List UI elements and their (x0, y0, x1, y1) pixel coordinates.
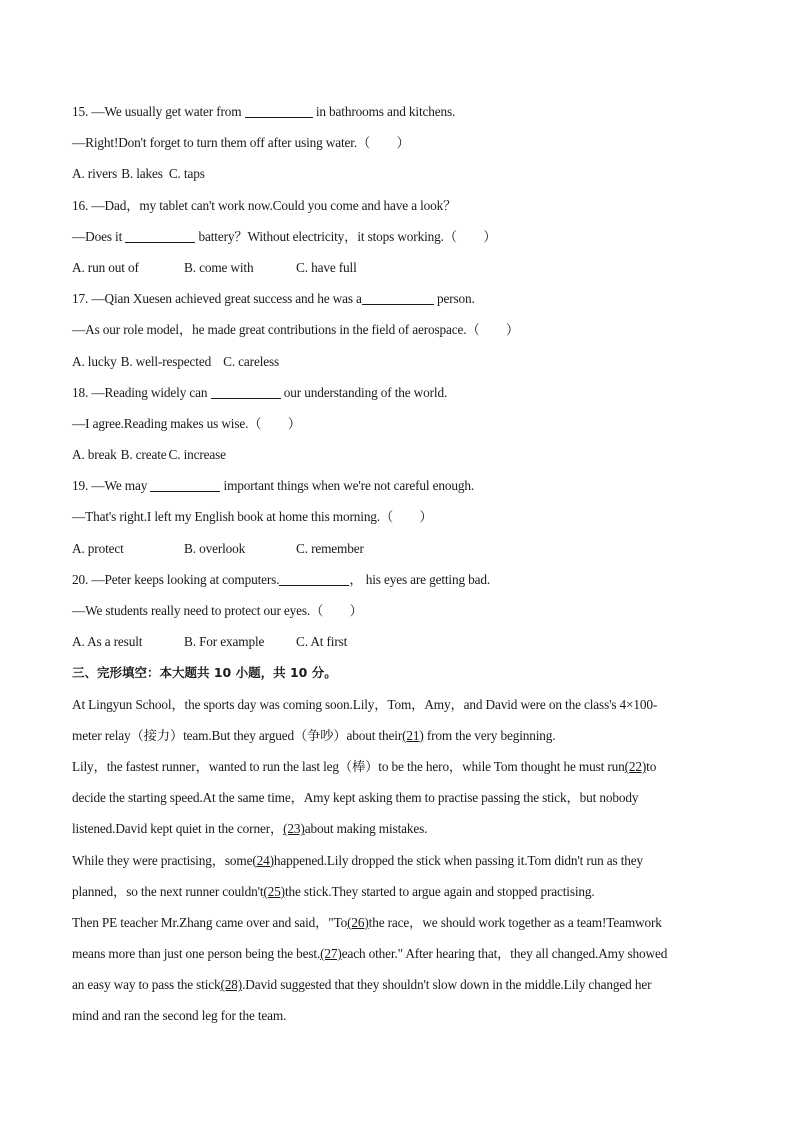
blank-number-23[interactable]: (23) (283, 821, 305, 837)
passage-line (72, 938, 732, 969)
passage-text: happened.Lily dropped the stick when passing it.Tom didn't run as they (273, 852, 644, 868)
response-text: —I agree.Reading makes us wise.（ ） (72, 415, 301, 431)
question-19-response (72, 501, 732, 532)
option-b[interactable]: B. create (120, 447, 167, 463)
question-15-line (72, 96, 732, 127)
passage-text: Lily，the fastest runner，wanted to run the last leg（棒）to be the hero，while Tom thought he must run (72, 758, 625, 774)
question-17-options (72, 346, 732, 377)
question-18-response (72, 408, 732, 439)
passage-text: planned，so the next runner couldn't (72, 883, 264, 899)
question-text: person. (433, 291, 475, 307)
response-text: —Right!Don't forget to turn them off after using water.（ ） (72, 135, 410, 151)
option-b[interactable]: B. overlook (184, 540, 246, 556)
passage-text: Then PE teacher Mr.Zhang came over and said，"To (72, 914, 348, 930)
passage-text: each other." After hearing that，they all changed.Amy showed (341, 946, 668, 962)
blank-number-25[interactable]: (25) (263, 883, 285, 899)
question-text: important things when we're not careful enough. (220, 478, 475, 494)
blank-number-24[interactable]: (24) (252, 852, 274, 868)
passage-line (72, 969, 732, 1000)
passage-text: While they were practising，some (72, 852, 253, 868)
worksheet-page (72, 96, 732, 1032)
option-c[interactable]: C. taps (168, 166, 205, 182)
option-c[interactable]: C. careless (223, 353, 280, 369)
option-a[interactable]: A. break (72, 447, 117, 463)
question-20-response (72, 595, 732, 626)
passage-line (72, 876, 732, 907)
passage-text: meter relay（接力）team.But they argued（争吵）about their (72, 727, 403, 743)
blank-number-22[interactable]: (22) (624, 758, 647, 774)
question-16-options (72, 252, 732, 283)
option-a[interactable]: A. protect (72, 540, 124, 556)
question-text: ， his eyes are getting bad. (349, 571, 491, 587)
response-text: —We students really need to protect our eyes.（ ） (72, 603, 363, 618)
option-b[interactable]: B. well-respected (120, 353, 212, 369)
passage-line (72, 689, 732, 720)
blank-number-26[interactable]: (26) (347, 914, 369, 930)
question-20-options (72, 626, 732, 657)
option-b[interactable]: B. come with (184, 259, 254, 275)
question-text: in bathrooms and kitchens. (312, 104, 456, 119)
passage-text: the race，we should work together as a team!Teamwork (368, 914, 662, 930)
passage-text: decide the starting speed.At the same time，Amy kept asking them to practise passing the stick，but nobody (72, 790, 639, 806)
passage-text: means more than just one person being the best. (72, 946, 321, 962)
question-text: our understanding of the world. (280, 384, 448, 400)
option-c[interactable]: C. At first (296, 634, 348, 650)
passage-line (72, 845, 732, 876)
option-a[interactable]: A. lucky (72, 353, 117, 369)
option-b[interactable]: B. For example (184, 634, 265, 650)
question-text: 17. —Qian Xuesen achieved great success and he was a (72, 291, 362, 307)
option-c[interactable]: C. increase (168, 447, 226, 463)
passage-line (72, 782, 732, 813)
option-b[interactable]: B. lakes (121, 166, 163, 182)
passage-text: an easy way to pass the stick (72, 977, 221, 993)
option-a[interactable]: A. As a result (72, 634, 143, 650)
question-text: 18. —Reading widely can (72, 384, 211, 400)
response-text: battery？Without electricity，it stops working.（ ） (195, 228, 497, 244)
question-18-options (72, 439, 732, 470)
question-text: 19. —We may (72, 478, 151, 494)
passage-line (72, 907, 732, 938)
response-text: —As our role model，he made great contributions in the field of aerospace.（ ） (72, 322, 520, 338)
passage-text: the stick.They started to argue again and stopped practising. (284, 883, 595, 899)
question-text: 20. —Peter keeps looking at computers. (72, 571, 280, 587)
answer-blank (125, 228, 195, 242)
answer-blank (150, 478, 220, 492)
passage-line (72, 813, 732, 844)
question-16-response (72, 221, 732, 252)
blank-number-21[interactable]: (21) (402, 727, 424, 743)
passage-line (72, 720, 732, 751)
passage-text: mind and ran the second leg for the team. (72, 1008, 287, 1024)
question-16-line (72, 190, 732, 221)
option-c[interactable]: C. remember (296, 540, 364, 556)
option-a[interactable]: A. rivers (72, 166, 118, 182)
passage-text: listened.David kept quiet in the corner， (72, 821, 284, 837)
option-a[interactable]: A. run out of (72, 259, 139, 275)
question-17-line (72, 283, 732, 314)
passage-text: from the very beginning. (423, 727, 556, 743)
answer-blank (362, 291, 434, 305)
question-text: 16. —Dad，my tablet can't work now.Could you come and have a look？ (72, 197, 457, 213)
question-15-response (72, 127, 732, 158)
question-15-options (72, 158, 732, 189)
passage-text: At Lingyun School，the sports day was coming soon.Lily，Tom，Amy，and David were on the class's 4×100- (72, 696, 658, 712)
question-19-line (72, 470, 732, 501)
section-heading: 三、完形填空：本大题共 10 小题，共 10 分。 (72, 665, 337, 681)
question-18-line (72, 377, 732, 408)
response-text: —That's right.I left my English book at home this morning.（ ） (72, 509, 433, 525)
blank-number-28[interactable]: (28) (220, 977, 243, 993)
question-text: 15. —We usually get water from (72, 104, 245, 119)
passage-line (72, 1000, 732, 1031)
answer-blank (245, 104, 313, 118)
question-20-line (72, 564, 732, 595)
response-text: —Does it (72, 228, 126, 244)
question-19-options (72, 533, 732, 564)
passage-line (72, 751, 732, 782)
blank-number-27[interactable]: (27) (320, 946, 342, 962)
question-17-response (72, 314, 732, 345)
passage-text: about making mistakes. (304, 821, 428, 837)
passage-text: to (646, 758, 657, 774)
option-c[interactable]: C. have full (296, 259, 357, 275)
passage-text: .David suggested that they shouldn't slow down in the middle.Lily changed her (242, 977, 652, 993)
answer-blank (211, 384, 281, 398)
answer-blank (279, 572, 349, 586)
